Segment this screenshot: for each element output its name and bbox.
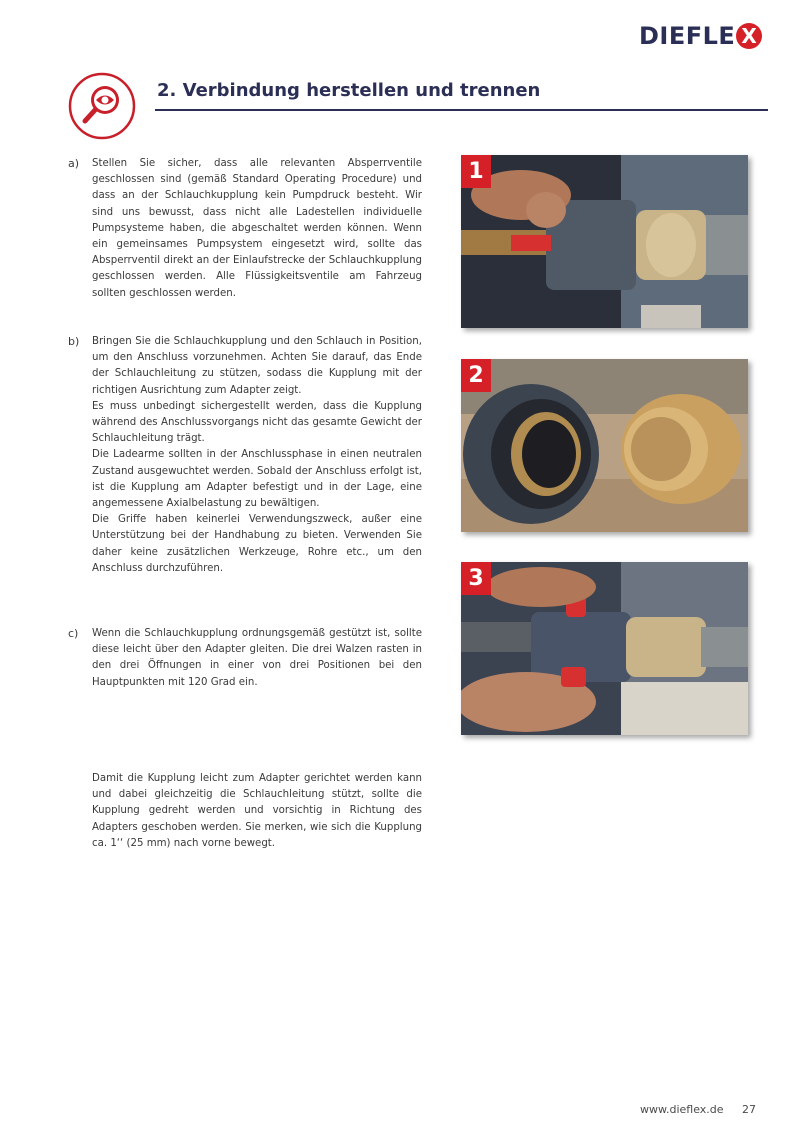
item-a-text [92,156,422,302]
item-letter-c: c) [68,627,79,640]
item-b-paragraph-3: Die Ladearme sollten in der Anschlussphase in einen neutralen Zustand ausgewuchtet werden. Sobald der Anschluss erfolgt ist, ist die Kupplung am Adapter befestigt und in der Lage, eine angemessene Axialbelastung zu bewältigen. [92,449,422,510]
title-divider [155,109,768,111]
section-title: 2. Verbindung herstellen und trennen [157,80,541,101]
item-letter-b: b) [68,335,80,348]
photo-2 [461,359,748,532]
item-c-paragraph: Wenn die Schlauchkupplung ordnungsgemäß gestützt ist, sollte diese leicht über den Adapter gleiten. Die drei Walzen rasten in den drei Öffnungen in einer von drei Positionen bei den Hauptpunkten mit 120 Grad ein. [92,628,422,688]
photo-1 [461,155,748,328]
photo-1-number: 1 [461,155,491,188]
item-a-paragraph: Stellen Sie sicher, dass alle relevanten Absperrventile geschlossen sind (gemäß Standard Operating Procedure) und dass an der Schlauchkupplung kein Pumpdruck besteht. Wir sind uns bewusst, dass nicht alle Ladestellen individuelle Pumpsysteme haben, die abgeschaltet werden können. Wenn ein gemeinsames Pumpsystem eingesetzt wird, sollte das Absperrventil direkt an der Einlaufstrecke der Schlauchkupplung geschlossen werden. Alle Flüssigkeitsventile am Fahrzeug sollten geschlossen werden. [92,158,422,299]
photo-2-illustration [461,359,748,532]
photo-3-illustration [461,562,748,735]
logo-text: DIEFLE [639,22,736,50]
dieflex-logo [639,22,762,50]
logo-x-badge: X [736,23,762,49]
item-b-paragraph-4: Die Griffe haben keinerlei Verwendungszweck, außer eine Unterstützung bei der Handhabung zu bieten. Verwenden Sie daher keine zusätzlichen Werkzeuge, Rohre etc., um den Anschluss durchzuführen. [92,514,422,574]
footer-url: www.dieflex.de [640,1103,724,1116]
photo-3-number: 3 [461,562,491,595]
item-b-text [92,334,422,577]
page-number: 27 [742,1103,756,1116]
closing-paragraph: Damit die Kupplung leicht zum Adapter gerichtet werden kann und dabei gleichzeitig die Schlauchleitung stützt, sollte die Kupplung gedreht werden und vorsichtig in Richtung des Adapters geschoben werden. Sie merken, wie sich die Kupplung ca. 1‘‘ (25 mm) nach vorne bewegt. [92,773,422,849]
item-letter-a: a) [68,157,80,170]
photo-1-illustration [461,155,748,328]
item-c-text [92,626,422,691]
photo-2-number: 2 [461,359,491,392]
eye-magnifier-icon [67,71,137,141]
item-b-paragraph-2: Es muss unbedingt sichergestellt werden, dass die Kupplung während des Anschlussvorgangs nicht das gesamte Gewicht der Schlauchleitung trägt. [92,400,422,445]
item-b-paragraph-1: Bringen Sie die Schlauchkupplung und den Schlauch in Position, um den Anschluss vorzunehmen. Achten Sie darauf, das Ende der Schlauchleitung zu stützen, sodass die Kupplung mit der richtigen Ausrichtung zum Adapter zeigt. [92,336,422,396]
photo-3 [461,562,748,735]
closing-text [92,771,422,852]
